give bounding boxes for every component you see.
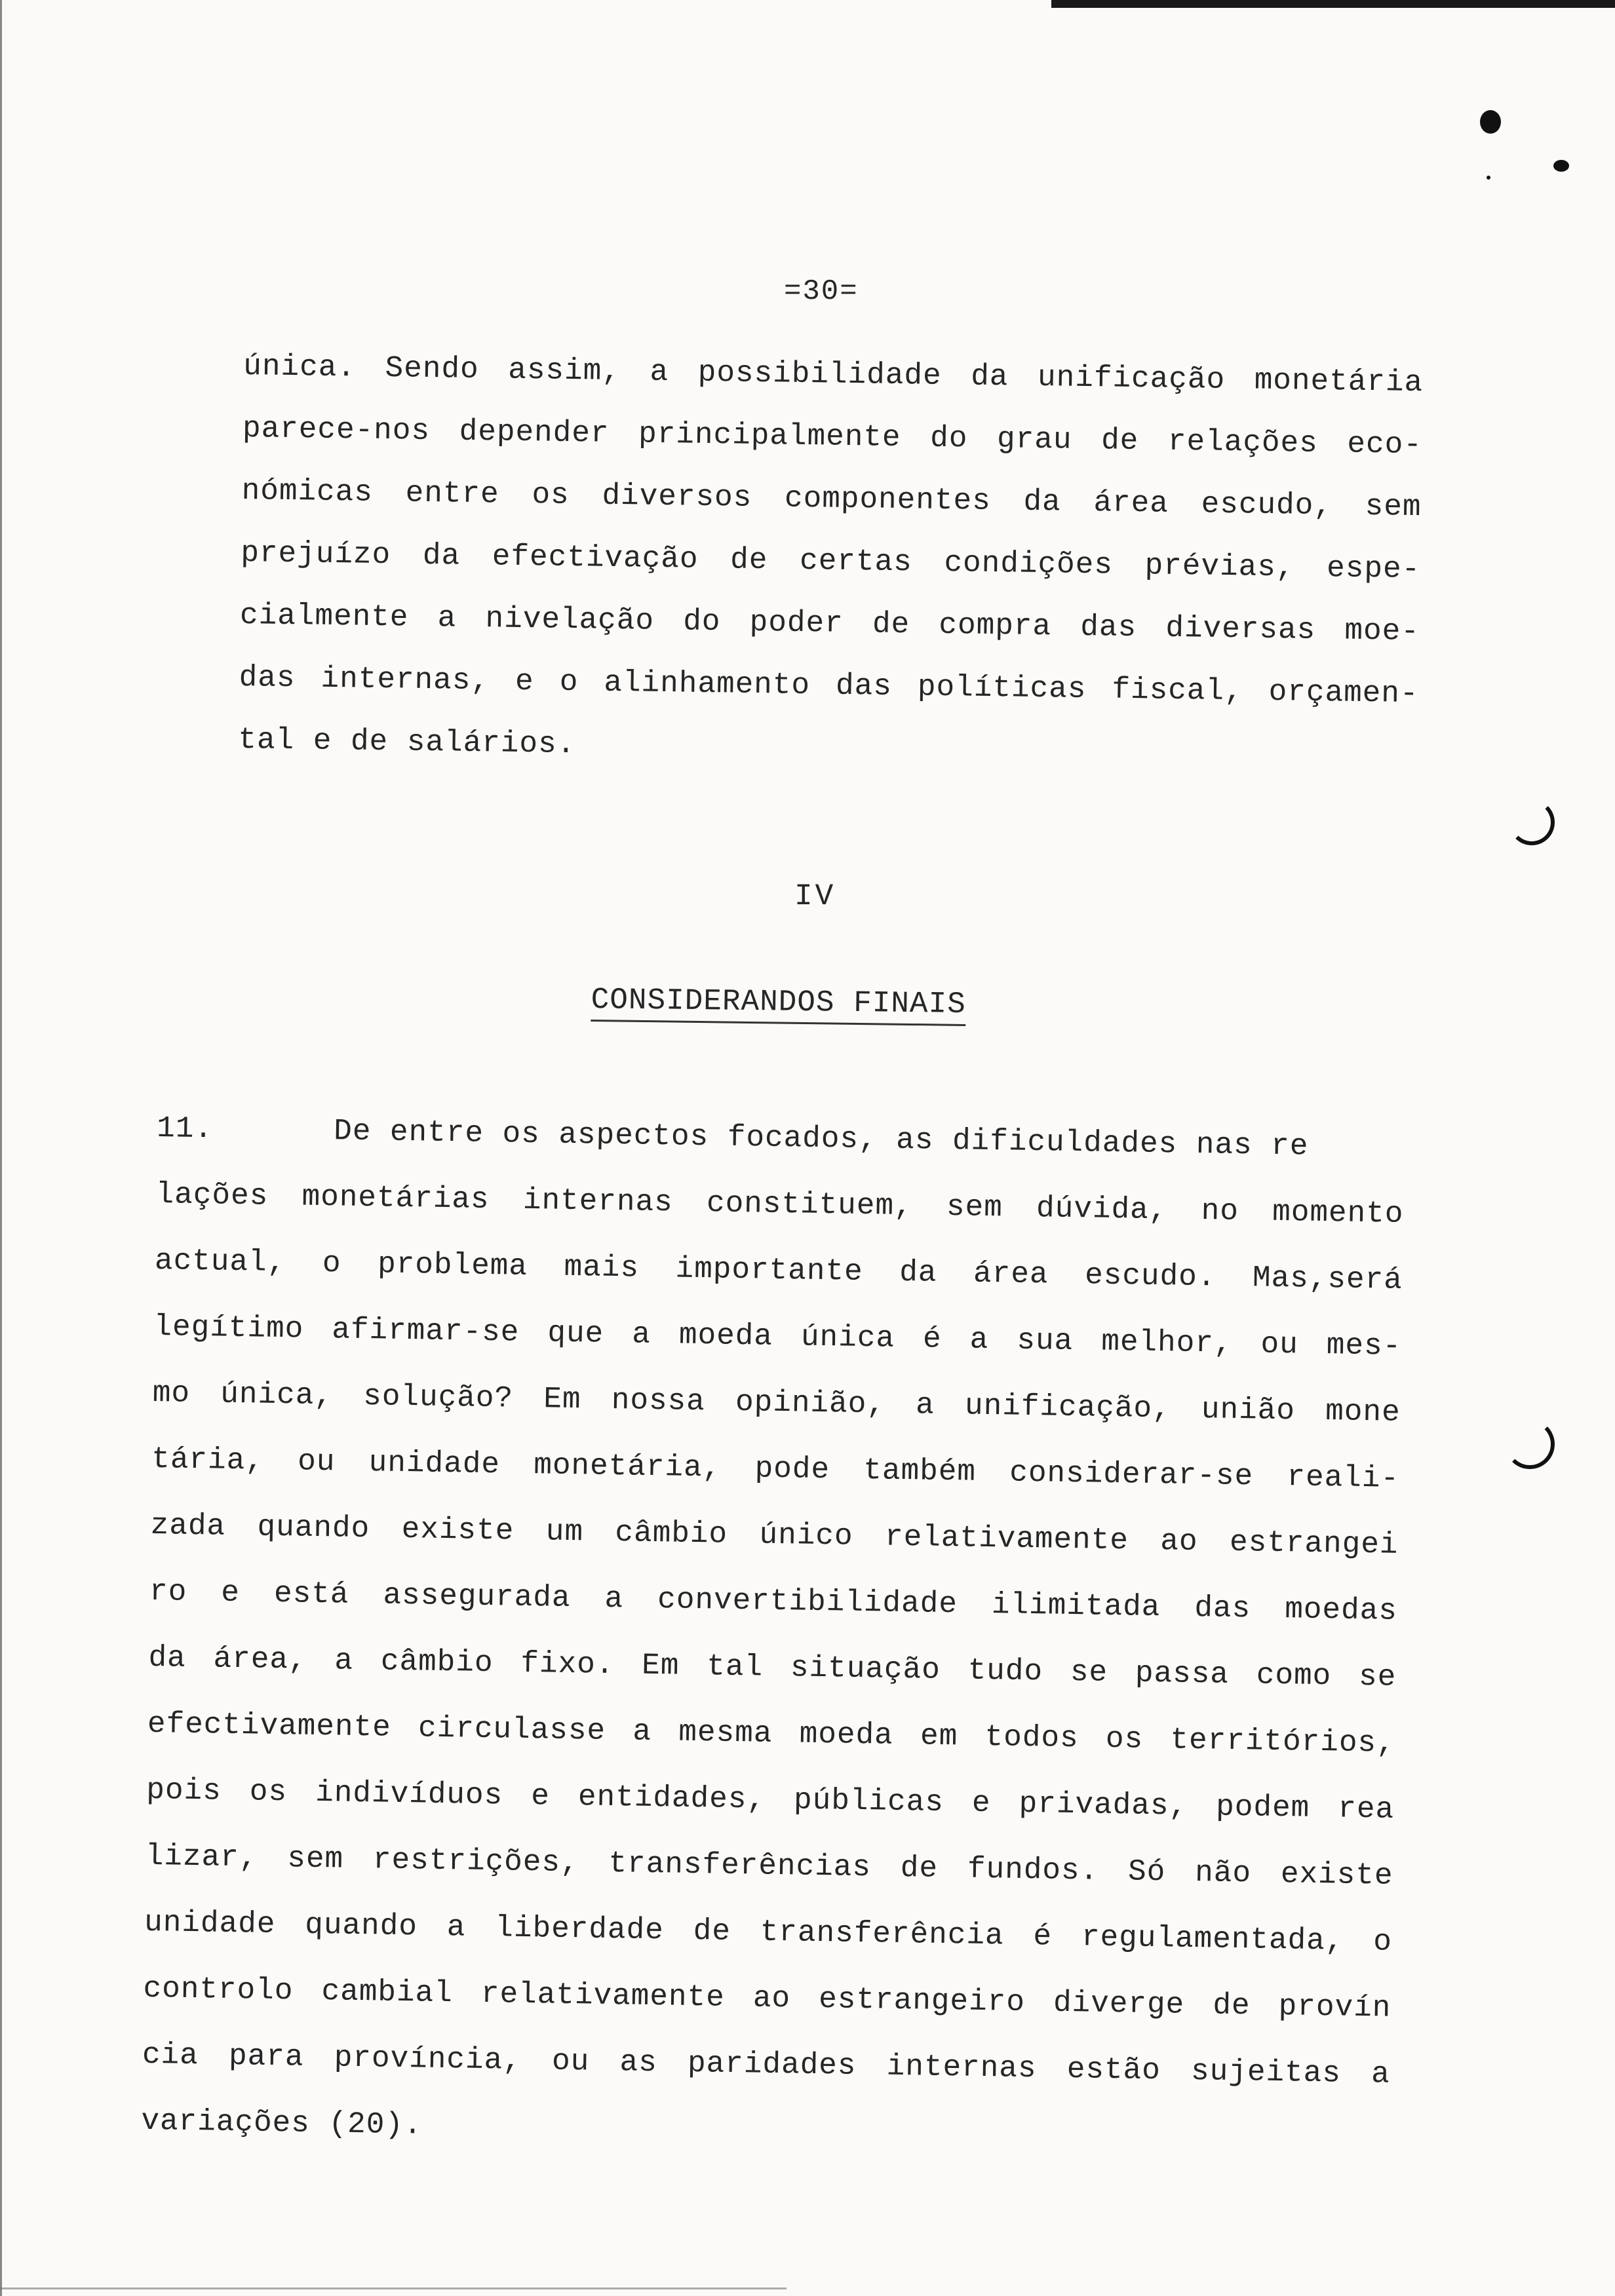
text-line: tária, ou unidade monetária, pode também considerar-se reali- [151, 1442, 1400, 1496]
paragraph-1 [238, 335, 1424, 788]
punch-hole-mark [1509, 799, 1555, 845]
text-line: nómicas entre os diversos componentes da área escudo, sem [241, 473, 1422, 525]
text-line: das internas, e o alinhamento das políticas fiscal, orçamen- [239, 660, 1419, 712]
text-line: De entre os aspectos focados, as dificuldades nas re [333, 1114, 1309, 1164]
text-line: efectivamente circulasse a mesma moeda em todos os territórios, [147, 1706, 1396, 1761]
text-line: prejuízo da efectivação de certas condições prévias, espe- [241, 535, 1421, 587]
paragraph-number: 11. [156, 1111, 214, 1147]
text-line: cialmente a nivelação do poder de compra das diversas moe- [239, 598, 1420, 649]
text-line: tal e de salários. [238, 722, 576, 762]
section-number: IV [794, 879, 836, 913]
text-line: legítimo afirmar-se que a moeda única é a sua melhor, ou mes- [153, 1309, 1402, 1364]
scan-edge-left [0, 0, 2, 2296]
text-line: zada quando existe um câmbio único relativamente ao estrangei [150, 1508, 1399, 1562]
scan-edge-bottom [0, 2287, 787, 2289]
text-line: mo única, solução? Em nossa opinião, a unificação, união mone [152, 1375, 1401, 1430]
punch-hole-mark [1505, 1419, 1555, 1469]
ink-spot [1487, 176, 1490, 180]
page-number: =30= [784, 275, 859, 308]
text-line: cia para província, ou as paridades internas estão sujeitas a [142, 2037, 1391, 2092]
text-line: lizar, sem restrições, transferências de fundos. Só não existe [145, 1839, 1393, 1893]
text-line: ro e está assegurada a convertibilidade ilimitada das moedas [149, 1574, 1398, 1628]
paragraph-2 [141, 1096, 1405, 2174]
text-line: unidade quando a liberdade de transferência é regulamentada, o [144, 1905, 1393, 1959]
text-line: variações (20). [141, 2103, 423, 2143]
scan-edge-top [1051, 0, 1615, 8]
text-line: pois os indivíduos e entidades, públicas e privadas, podem rea [146, 1772, 1395, 1827]
text-line: parece-nos depender principalmente do grau de relações eco- [242, 411, 1423, 463]
ink-spot [1480, 110, 1501, 134]
text-line: controlo cambial relativamente ao estrangeiro diverge de provín [143, 1971, 1391, 2025]
text-line: única. Sendo assim, a possibilidade da unificação monetária [243, 349, 1424, 400]
text-line: actual, o problema mais importante da área escudo. Mas,será [154, 1243, 1403, 1297]
text-line: lações monetárias internas constituem, sem dúvida, no momento [155, 1177, 1404, 1231]
text-line: da área, a câmbio fixo. Em tal situação tudo se passa como se [148, 1640, 1397, 1694]
ink-spot [1553, 160, 1569, 172]
section-title: CONSIDERANDOS FINAIS [591, 983, 966, 1026]
